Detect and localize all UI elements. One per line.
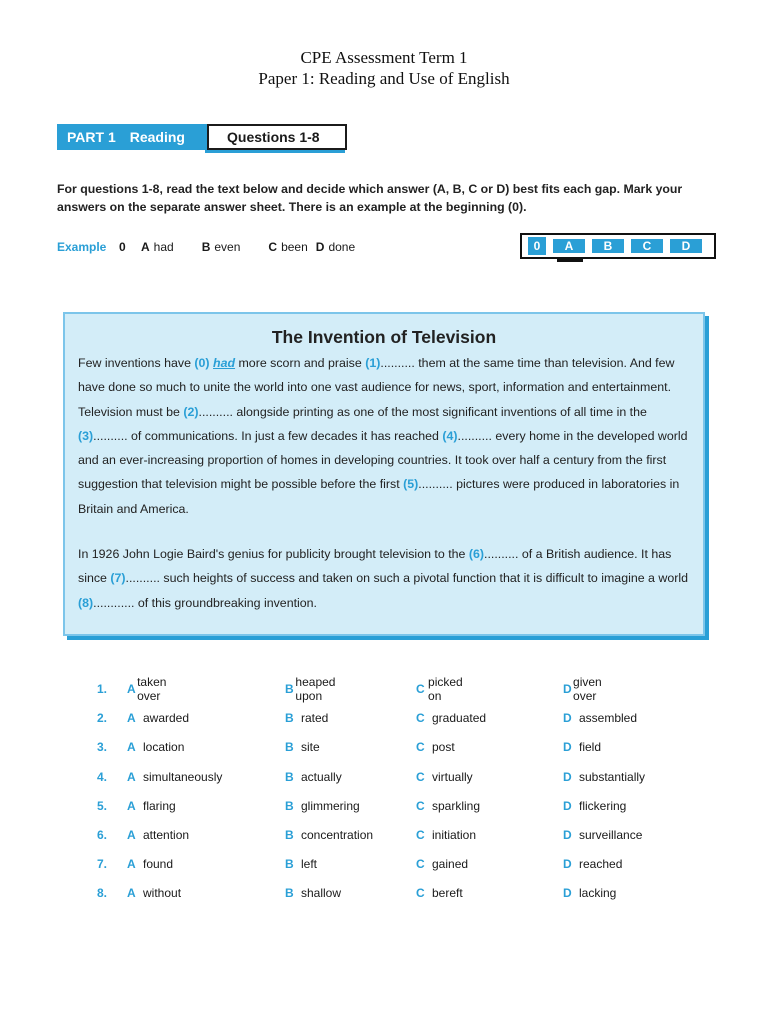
example-option-c: C been (268, 240, 308, 254)
option-text: virtually (432, 769, 473, 784)
option-text: assembled (579, 711, 638, 726)
answer-option-a[interactable] (127, 857, 173, 871)
example-number: 0 (119, 240, 126, 254)
answer-option-c[interactable] (416, 711, 486, 725)
option-text: flaring (143, 798, 176, 813)
question-row (97, 768, 646, 786)
part-label-block (57, 124, 207, 150)
question-row (97, 826, 643, 844)
part-number: PART 1 (67, 129, 116, 145)
answer-option-a[interactable] (127, 711, 189, 725)
option-letter: A (127, 682, 136, 696)
passage-text: .......... such heights of success and taken on such a pivotal function that it is difficult to imagine a world (125, 571, 689, 586)
answer-option-c[interactable] (416, 675, 467, 703)
option-text: post (432, 740, 455, 755)
option-letter: A (127, 769, 136, 784)
option-text: taken over (137, 675, 167, 703)
option-letter: D (563, 828, 572, 842)
gap-marker: (1) (365, 356, 381, 370)
answer-option-c[interactable] (416, 799, 480, 813)
passage-text: And few have done so much to unite the world into one vast audience for news, sport, information and entertainment. Television must be (78, 356, 675, 419)
option-letter: B (285, 711, 294, 726)
answer-box-option-d: D (670, 239, 702, 253)
passage-text: Few inventions have (78, 356, 195, 370)
option-letter: A (127, 740, 136, 755)
part-section: Reading (129, 129, 185, 145)
option-letter: B (285, 828, 294, 842)
answer-option-b[interactable] (285, 770, 342, 784)
option-letter: B (285, 857, 294, 872)
document-subtitle: Paper 1: Reading and Use of English (258, 69, 510, 88)
passage-text: .......... of communications. In just a few decades it has reached (93, 428, 443, 443)
gap-marker: (2) (183, 404, 199, 419)
option-letter: B (285, 798, 294, 813)
passage-title: The Invention of Television (271, 327, 497, 347)
option-letter: D (563, 682, 572, 696)
gap-marker: (8) (78, 595, 94, 610)
example-label: Example (57, 240, 107, 254)
answer-option-d[interactable] (563, 675, 608, 703)
option-text: shallow (301, 886, 342, 901)
answer-box-option-b: B (592, 239, 624, 253)
questions-range: Questions 1-8 (207, 124, 347, 150)
option-letter: C (416, 711, 425, 726)
option-text: gained (432, 857, 469, 872)
answer-option-b[interactable] (285, 886, 341, 900)
option-text: awarded (143, 711, 190, 726)
option-text: lacking (579, 886, 617, 901)
option-text: surveillance (579, 828, 643, 842)
answer-option-c[interactable] (416, 828, 476, 842)
question-number: 1. (97, 682, 108, 696)
gap-marker: (0) (194, 356, 210, 370)
gap-marker: (4) (442, 428, 458, 443)
instructions: For questions 1-8, read the text below and decide which answer (A, B, C or D) best fits each gap. Mark your answers on the separate answer sheet. There is an example at the beginning (0). (57, 182, 683, 214)
option-text: field (579, 740, 602, 755)
answer-box-option-a: A (553, 239, 585, 253)
answer-option-b[interactable] (285, 799, 360, 813)
question-number: 2. (97, 711, 108, 726)
option-letter: D (563, 798, 572, 813)
answer-option-b[interactable] (285, 857, 317, 871)
option-text: rated (301, 711, 329, 726)
option-letter: A (127, 886, 136, 901)
option-letter: D (563, 857, 572, 872)
answer-option-d[interactable] (563, 828, 642, 842)
option-letter: C (416, 886, 425, 901)
option-text: substantially (579, 769, 646, 784)
passage-box (63, 312, 705, 636)
question-row (97, 797, 627, 815)
option-text: picked on (428, 675, 463, 703)
option-letter: B (285, 740, 294, 755)
part-header (57, 124, 347, 150)
answer-option-b[interactable] (285, 828, 373, 842)
example-row (57, 240, 383, 254)
passage-paragraph-1 (78, 351, 698, 521)
option-text: heaped upon (295, 675, 336, 703)
option-text: location (143, 740, 185, 755)
option-letter: C (416, 828, 425, 842)
question-row (97, 884, 617, 902)
example-option-b: B even (201, 240, 241, 254)
answer-option-d[interactable] (563, 711, 637, 725)
gap-marker: (3) (78, 428, 94, 443)
option-letter: D (563, 740, 572, 755)
passage-text: .......... alongside printing as one of the most significant inventions of all time in the (198, 404, 647, 419)
answer-option-d[interactable] (563, 886, 616, 900)
answer-option-d[interactable] (563, 770, 645, 784)
option-letter: A (127, 857, 136, 872)
passage-text: ............ of this groundbreaking invention. (93, 595, 318, 610)
option-letter: C (416, 740, 425, 755)
option-letter: C (416, 769, 425, 784)
option-text: bereft (432, 886, 463, 901)
answer-box-option-c: C (631, 239, 663, 253)
option-text: flickering (579, 798, 627, 813)
passage-text: more scorn and praise (235, 356, 366, 370)
answer-option-d[interactable] (563, 857, 622, 871)
option-letter: C (416, 798, 425, 813)
option-text: given over (573, 675, 602, 703)
question-number: 5. (97, 798, 108, 813)
part-header-underline (205, 150, 345, 153)
question-row (97, 855, 623, 873)
passage-text: In 1926 John Logie Baird's genius for publicity brought television to the (78, 547, 469, 561)
option-letter: B (285, 682, 294, 696)
passage-text: .......... every home in the developed world and an ever-increasing proportion of homes in developing countries. It took over half a century from the first suggestion that television might be possible before the first (78, 428, 688, 492)
answer-option-a[interactable] (127, 799, 176, 813)
option-text: found (143, 857, 174, 872)
answer-option-a[interactable] (127, 828, 189, 842)
option-letter: C (416, 857, 425, 872)
option-text: graduated (432, 711, 487, 726)
example-option-d: D done (315, 240, 356, 254)
gap-marker: (7) (110, 571, 126, 586)
option-letter: A (127, 828, 136, 842)
answer-option-c[interactable] (416, 740, 455, 754)
passage-text: .......... pictures were produced in laboratories in Britain and America. (78, 477, 680, 516)
question-row (97, 738, 602, 756)
option-text: concentration (301, 828, 374, 842)
option-text: attention (143, 828, 190, 842)
option-letter: D (563, 711, 572, 726)
option-letter: D (563, 886, 572, 901)
question-row (97, 675, 602, 703)
answer-option-b[interactable] (285, 675, 341, 703)
question-number: 6. (97, 828, 108, 842)
option-text: reached (579, 857, 623, 872)
example-answer-word: had (213, 356, 236, 370)
option-letter: A (127, 711, 136, 726)
option-letter: B (285, 769, 294, 784)
passage-paragraph-2 (78, 542, 698, 615)
option-text: simultaneously (143, 769, 223, 784)
answer-option-d[interactable] (563, 740, 601, 754)
gap-marker: (5) (403, 477, 419, 492)
answer-box-number: 0 (528, 237, 546, 255)
option-text: actually (301, 769, 342, 784)
answer-option-a[interactable] (127, 740, 184, 754)
option-text: without (143, 886, 182, 901)
example-option-a: A had (141, 240, 174, 254)
answer-option-c[interactable] (416, 886, 463, 900)
answer-option-a[interactable] (127, 886, 181, 900)
answer-option-a[interactable] (127, 675, 172, 703)
option-text: left (301, 857, 318, 872)
option-text: sparkling (432, 798, 481, 813)
passage-text: .......... of a British audience. It has since (78, 547, 672, 586)
question-number: 8. (97, 886, 108, 901)
answer-option-d[interactable] (563, 799, 626, 813)
option-letter: B (285, 886, 294, 901)
option-text: glimmering (301, 798, 360, 813)
answer-option-a[interactable] (127, 770, 222, 784)
gap-marker: (6) (468, 547, 485, 561)
option-letter: A (127, 798, 136, 813)
answer-option-c[interactable] (416, 770, 473, 784)
example-answer-box (520, 233, 716, 259)
option-text: initiation (432, 828, 477, 842)
option-letter: C (416, 682, 425, 696)
question-number: 4. (97, 769, 108, 784)
option-letter: D (563, 769, 572, 784)
selected-answer-mark (557, 258, 583, 262)
answer-option-b[interactable] (285, 740, 320, 754)
option-text: site (301, 740, 320, 755)
question-row (97, 709, 638, 727)
document-title: CPE Assessment Term 1 (300, 48, 468, 67)
question-number: 3. (97, 740, 108, 755)
answer-option-c[interactable] (416, 857, 468, 871)
passage-text: .......... them at the same time than television. (380, 356, 627, 370)
question-number: 7. (97, 857, 108, 872)
answer-option-b[interactable] (285, 711, 328, 725)
